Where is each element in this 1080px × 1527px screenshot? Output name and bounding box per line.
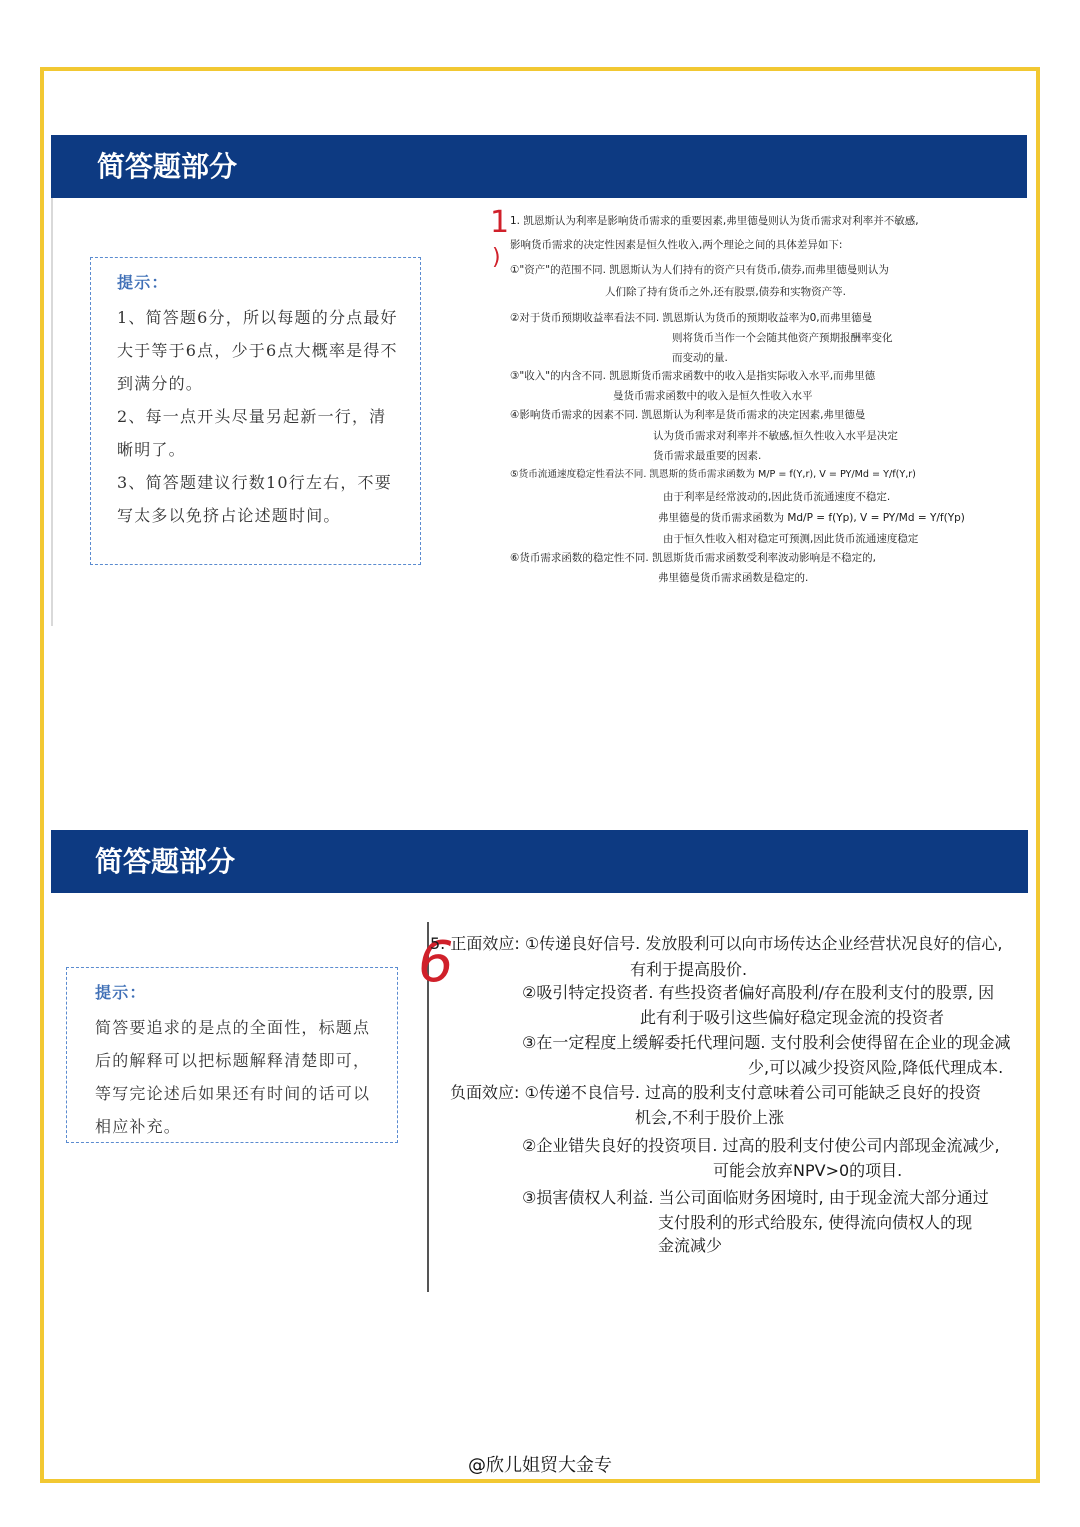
section-banner: 简答题部分: [51, 830, 1028, 893]
tip-line: 等写完论述后如果还有时间的话可以: [95, 1084, 371, 1103]
answer-line: 机会,不利于股价上涨: [635, 1108, 785, 1127]
score-mark: 1: [490, 205, 510, 240]
tip-line: 2、每一点开头尽量另起新一行，清: [117, 407, 387, 426]
tip-line: 晰明了。: [117, 440, 186, 459]
answer-line: ⑤货币流通速度稳定性看法不同. 凯恩斯的货币需求函数为 M/P = f(Y,r), V = PY/Md = Y/f(Y,r): [510, 469, 916, 480]
divider-line: [51, 198, 53, 626]
answer-line: ④影响货币需求的因素不同. 凯恩斯认为利率是货币需求的决定因素,弗里德曼: [510, 409, 866, 421]
answer-line: 少,可以减少投资风险,降低代理成本.: [748, 1058, 1004, 1077]
footer-credit: @欣儿姐贸大金专: [468, 1455, 612, 1476]
answer-line: ②对于货币预期收益率看法不同. 凯恩斯认为货币的预期收益率为0,而弗里德曼: [510, 312, 873, 324]
score-mark: 6: [418, 930, 454, 995]
answer-line: 认为货币需求对利率并不敏感,恒久性收入水平是决定: [653, 430, 898, 442]
answer-line: 可能会放弃NPV>0的项目.: [713, 1161, 903, 1180]
section-banner: 简答题部分: [51, 135, 1027, 198]
answer-line: 则将货币当作一个会随其他资产预期报酬率变化: [672, 332, 893, 344]
tip-line: 写太多以免挤占论述题时间。: [117, 506, 341, 525]
answer-line: 人们除了持有货币之外,还有股票,债券和实物资产等.: [605, 286, 847, 298]
tip-line: 简答要追求的是点的全面性，标题点: [95, 1018, 371, 1037]
answer-line: 由于利率是经常波动的,因此货币流通速度不稳定.: [663, 491, 891, 503]
tips-box: [90, 257, 421, 565]
answer-line: 5. 正面效应: ①传递良好信号. 发放股利可以向市场传达企业经营状况良好的信心,: [430, 934, 1003, 953]
tip-line: 大于等于6点，少于6点大概率是得不: [117, 341, 398, 360]
answer-line: 弗里德曼的货币需求函数为 Md/P = f(Yp), V = PY/Md = Y/f(Yp): [658, 512, 965, 524]
answer-line: 曼货币需求函数中的收入是恒久性收入水平: [613, 390, 813, 402]
tip-line: 后的解释可以把标题解释清楚即可，: [95, 1051, 371, 1070]
answer-line: 由于恒久性收入相对稳定可预测,因此货币流通速度稳定: [663, 533, 919, 545]
answer-line: 此有利于吸引这些偏好稳定现金流的投资者: [640, 1008, 945, 1027]
answer-line: ⑥货币需求函数的稳定性不同. 凯恩斯货币需求函数受利率波动影响是不稳定的,: [510, 552, 876, 564]
tip-line: 到满分的。: [117, 374, 204, 393]
answer-line: 货币需求最重要的因素.: [653, 450, 762, 462]
answer-line: ③损害债权人利益. 当公司面临财务困境时, 由于现金流大部分通过: [522, 1188, 989, 1207]
answer-line: 支付股利的形式给股东, 使得流向债权人的现: [658, 1213, 973, 1232]
answer-line: 有利于提高股价.: [630, 960, 748, 979]
tip-line: 相应补充。: [95, 1117, 182, 1136]
score-bracket: ): [492, 245, 501, 270]
tips-title: 提示：: [117, 273, 169, 292]
answer-line: 弗里德曼货币需求函数是稳定的.: [658, 572, 809, 584]
answer-line: ②吸引特定投资者. 有些投资者偏好高股利/存在股利支付的股票, 因: [522, 983, 995, 1002]
answer-line: ②企业错失良好的投资项目. 过高的股利支付使公司内部现金流减少,: [522, 1136, 1000, 1155]
answer-line: 影响货币需求的决定性因素是恒久性收入,两个理论之间的具体差异如下:: [510, 239, 843, 251]
answer-line: ③"收入"的内含不同. 凯恩斯货币需求函数中的收入是指实际收入水平,而弗里德: [510, 370, 876, 382]
tips-box: [66, 967, 398, 1143]
tips-title: 提示：: [95, 983, 147, 1002]
answer-line: ③在一定程度上缓解委托代理问题. 支付股利会使得留在企业的现金减: [522, 1033, 1011, 1052]
answer-line: 金流减少: [658, 1236, 723, 1255]
answer-line: 1. 凯恩斯认为利率是影响货币需求的重要因素,弗里德曼则认为货币需求对利率并不敏感,: [510, 215, 919, 227]
tip-line: 3、简答题建议行数10行左右，不要: [117, 473, 392, 492]
tip-line: 1、简答题6分，所以每题的分点最好: [117, 308, 398, 327]
answer-line: ①"资产"的范围不同. 凯恩斯认为人们持有的资产只有货币,债券,而弗里德曼则认为: [510, 264, 889, 276]
answer-line: 而变动的量.: [672, 352, 728, 364]
answer-line: 负面效应: ①传递不良信号. 过高的股利支付意味着公司可能缺乏良好的投资: [450, 1083, 981, 1102]
